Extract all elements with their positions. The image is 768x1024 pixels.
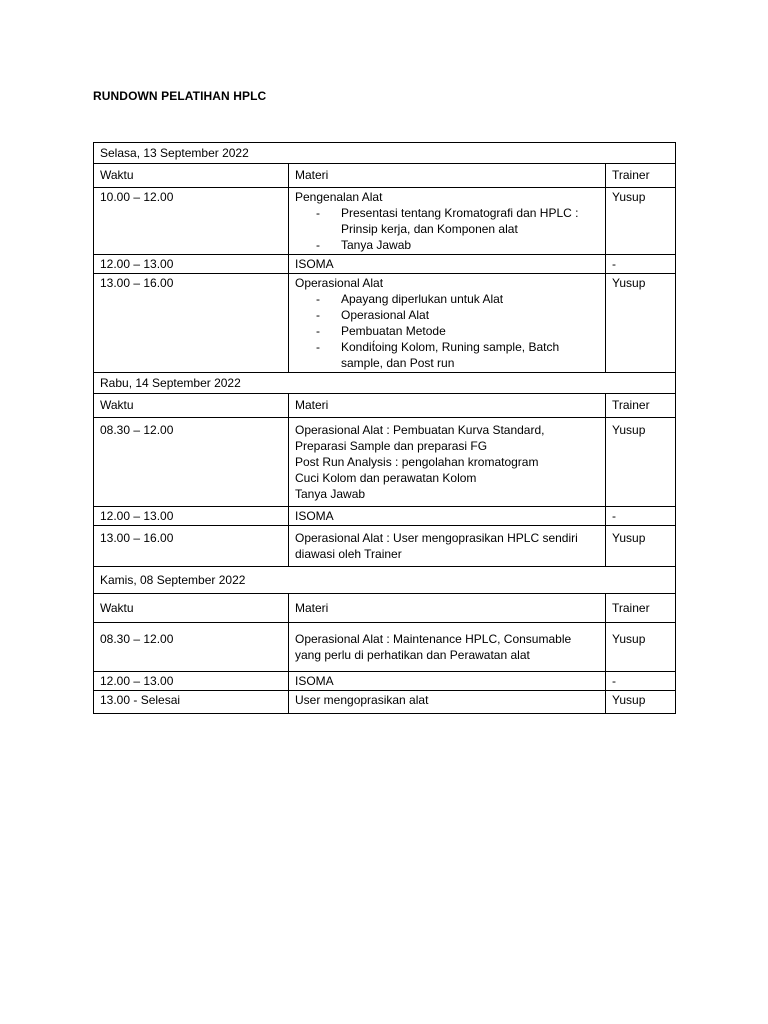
- table-row: [94, 188, 676, 255]
- list-item: - Pembuatan Metode: [316, 324, 446, 338]
- table-row: [94, 274, 676, 373]
- list-item: - Apayang diperlukan untuk Alat: [316, 292, 504, 306]
- materi-line: Preparasi Sample dan preparasi FG: [295, 439, 488, 453]
- list-item-text: Operasional Alat: [341, 308, 430, 322]
- waktu-cell: 08.30 – 12.00: [94, 623, 289, 672]
- header-waktu: Waktu: [94, 594, 289, 623]
- waktu-cell: 10.00 – 12.00: [94, 188, 289, 255]
- table-row: [94, 691, 676, 714]
- header-row: [94, 594, 676, 623]
- trainer-cell: -: [606, 672, 676, 691]
- list-item-text: Tanya Jawab: [341, 238, 412, 252]
- materi-cell: Operasional Alat : Maintenance HPLC, Consumable yang perlu di perhatikan dan Perawatan alat: [289, 623, 606, 672]
- list-item: - Operasional Alat: [316, 308, 430, 322]
- waktu-cell: 12.00 – 13.00: [94, 672, 289, 691]
- trainer-cell: Yusup: [606, 418, 676, 507]
- materi-cell: [289, 188, 606, 255]
- list-item: - Kondit́oing Kolom, Runing sample, Batch sample, dan Post run: [316, 340, 560, 370]
- table-row: [94, 672, 676, 691]
- header-materi: Materi: [289, 164, 606, 188]
- materi-heading: Operasional Alat: [295, 276, 384, 290]
- header-materi: Materi: [289, 394, 606, 418]
- header-materi: Materi: [289, 594, 606, 623]
- table-row: [94, 255, 676, 274]
- materi-line: Operasional Alat : Pembuatan Kurva Standard,: [295, 423, 545, 437]
- list-item-text: Presentasi tentang Kromatografi dan HPLC : Prinsip kerja, dan Komponen alat: [341, 206, 579, 236]
- list-item: - Presentasi tentang Kromatografi dan HPLC : Prinsip kerja, dan Komponen alat: [316, 206, 579, 236]
- day-label: Selasa, 13 September 2022: [94, 143, 676, 164]
- waktu-cell: 12.00 – 13.00: [94, 255, 289, 274]
- day-label: Kamis, 08 September 2022: [94, 567, 676, 594]
- table-row: [94, 418, 676, 507]
- materi-cell: [289, 274, 606, 373]
- header-row: [94, 164, 676, 188]
- trainer-cell: Yusup: [606, 188, 676, 255]
- document-title: RUNDOWN PELATIHAN HPLC: [93, 89, 267, 103]
- day-label: Rabu, 14 September 2022: [94, 373, 676, 394]
- materi-list: [295, 291, 600, 371]
- trainer-cell: -: [606, 507, 676, 526]
- trainer-cell: Yusup: [606, 691, 676, 714]
- trainer-cell: Yusup: [606, 526, 676, 567]
- waktu-cell: 08.30 – 12.00: [94, 418, 289, 507]
- materi-cell: User mengoprasikan alat: [289, 691, 606, 714]
- materi-cell: Operasional Alat : User mengoprasikan HPLC sendiri diawasi oleh Trainer: [289, 526, 606, 567]
- list-item-text: Apayang diperlukan untuk Alat: [341, 292, 504, 306]
- trainer-cell: -: [606, 255, 676, 274]
- materi-line: Tanya Jawab: [295, 487, 366, 501]
- day-row: [94, 143, 676, 164]
- header-waktu: Waktu: [94, 394, 289, 418]
- materi-cell: [289, 418, 606, 507]
- materi-cell: ISOMA: [289, 507, 606, 526]
- trainer-cell: Yusup: [606, 623, 676, 672]
- waktu-cell: 13.00 - Selesai: [94, 691, 289, 714]
- materi-line: Post Run Analysis : pengolahan kromatogram: [295, 455, 539, 469]
- table-row: [94, 526, 676, 567]
- list-item-text: Pembuatan Metode: [341, 324, 446, 338]
- waktu-cell: 13.00 – 16.00: [94, 274, 289, 373]
- list-item-text: Kondit́oing Kolom, Runing sample, Batch sample, dan Post run: [341, 340, 560, 370]
- header-waktu: Waktu: [94, 164, 289, 188]
- materi-line: Cuci Kolom dan perawatan Kolom: [295, 471, 477, 485]
- materi-cell: ISOMA: [289, 672, 606, 691]
- rundown-table: [93, 142, 676, 714]
- table-row: [94, 507, 676, 526]
- header-trainer: Trainer: [606, 594, 676, 623]
- day-row: [94, 567, 676, 594]
- table-row: [94, 623, 676, 672]
- materi-heading: Pengenalan Alat: [295, 190, 383, 204]
- waktu-cell: 12.00 – 13.00: [94, 507, 289, 526]
- waktu-cell: 13.00 – 16.00: [94, 526, 289, 567]
- list-item: - Tanya Jawab: [316, 238, 412, 252]
- day-row: [94, 373, 676, 394]
- trainer-cell: Yusup: [606, 274, 676, 373]
- materi-list: [295, 205, 600, 253]
- materi-cell: ISOMA: [289, 255, 606, 274]
- header-trainer: Trainer: [606, 164, 676, 188]
- header-trainer: Trainer: [606, 394, 676, 418]
- header-row: [94, 394, 676, 418]
